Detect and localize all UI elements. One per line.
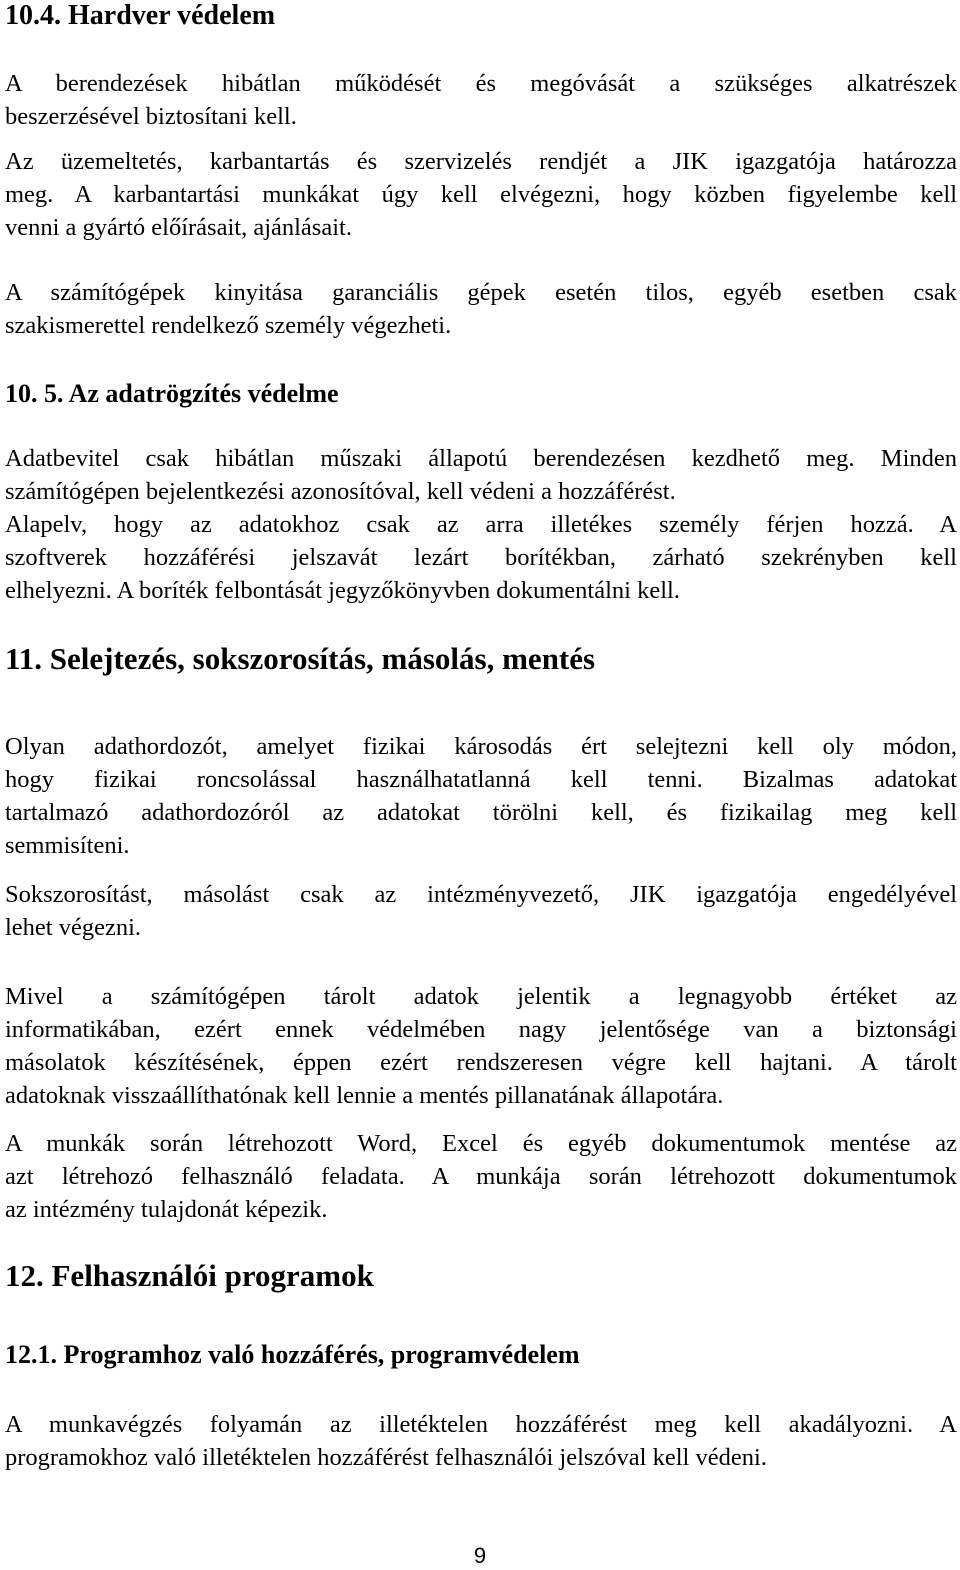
text-line: Sokszorosítást, másolást csak az intézményvezető, JIK igazgatója engedélyével <box>5 881 957 908</box>
heading-12: 12. Felhasználói programok <box>5 1258 374 1293</box>
paragraph-disposal <box>5 730 957 862</box>
text-line: Adatbevitel csak hibátlan műszaki állapotú berendezésen kezdhető meg. Minden <box>5 445 957 472</box>
text-line: azt létrehozó felhasználó feladata. A munkája során létrehozott dokumentumok <box>5 1163 957 1190</box>
heading-12-1: 12.1. Programhoz való hozzáférés, programvédelem <box>5 1340 580 1369</box>
text-line: informatikában, ezért ennek védelmében nagy jelentősége van a biztonsági <box>5 1016 957 1043</box>
text-line: lehet végezni. <box>5 914 142 941</box>
paragraph-data-entry <box>5 442 957 607</box>
text-line: szakismerettel rendelkező személy végezheti. <box>5 312 452 339</box>
heading-10-5: 10. 5. Az adatrögzítés védelme <box>5 379 339 408</box>
text-line: Alapelv, hogy az adatokhoz csak az arra illetékes személy férjen hozzá. A <box>5 511 957 538</box>
text-line: venni a gyártó előírásait, ajánlásait. <box>5 214 352 241</box>
paragraph-program-protection <box>5 1408 957 1474</box>
paragraph-hardware-2 <box>5 145 957 244</box>
paragraph-copying <box>5 878 957 944</box>
text-line: meg. A karbantartási munkákat úgy kell elvégezni, hogy közben figyelembe kell <box>5 181 957 208</box>
text-line: Az üzemeltetés, karbantartás és szervizelés rendjét a JIK igazgatója határozza <box>5 148 957 175</box>
text-line: Olyan adathordozót, amelyet fizikai károsodás ért selejtezni kell oly módon, <box>5 733 957 760</box>
heading-10-4: 10.4. Hardver védelem <box>5 0 276 31</box>
page-number: 9 <box>473 1543 487 1568</box>
text-line: adatoknak visszaállíthatónak kell lennie a mentés pillanatának állapotára. <box>5 1082 724 1109</box>
paragraph-documents <box>5 1127 957 1226</box>
text-line: elhelyezni. A boríték felbontását jegyzőkönyvben dokumentálni kell. <box>5 577 680 604</box>
text-line: hogy fizikai roncsolással használhatatlanná kell tenni. Bizalmas adatokat <box>5 766 957 793</box>
paragraph-backup <box>5 980 957 1112</box>
paragraph-hardware-3 <box>5 276 957 342</box>
paragraph-hardware-1 <box>5 67 957 133</box>
text-line: semmisíteni. <box>5 832 130 859</box>
text-line: A berendezések hibátlan működését és megóvását a szükséges alkatrészek <box>5 70 957 97</box>
text-line: programokhoz való illetéktelen hozzáférést felhasználói jelszóval kell védeni. <box>5 1444 767 1471</box>
text-line: A munkavégzés folyamán az illetéktelen hozzáférést meg kell akadályozni. A <box>5 1411 957 1438</box>
text-line: beszerzésével biztosítani kell. <box>5 103 297 130</box>
text-line: számítógépen bejelentkezési azonosítóval, kell védeni a hozzáférést. <box>5 478 676 505</box>
text-line: az intézmény tulajdonát képezik. <box>5 1196 328 1223</box>
text-line: A munkák során létrehozott Word, Excel és egyéb dokumentumok mentése az <box>5 1130 957 1157</box>
text-line: Mivel a számítógépen tárolt adatok jelentik a legnagyobb értéket az <box>5 983 957 1010</box>
text-line: szoftverek hozzáférési jelszavát lezárt borítékban, zárható szekrényben kell <box>5 544 957 571</box>
text-line: A számítógépek kinyitása garanciális gépek esetén tilos, egyéb esetben csak <box>5 279 957 306</box>
text-line: tartalmazó adathordozóról az adatokat törölni kell, és fizikailag meg kell <box>5 799 957 826</box>
text-line: másolatok készítésének, éppen ezért rendszeresen végre kell hajtani. A tárolt <box>5 1049 957 1076</box>
heading-11: 11. Selejtezés, sokszorosítás, másolás, mentés <box>5 641 596 676</box>
